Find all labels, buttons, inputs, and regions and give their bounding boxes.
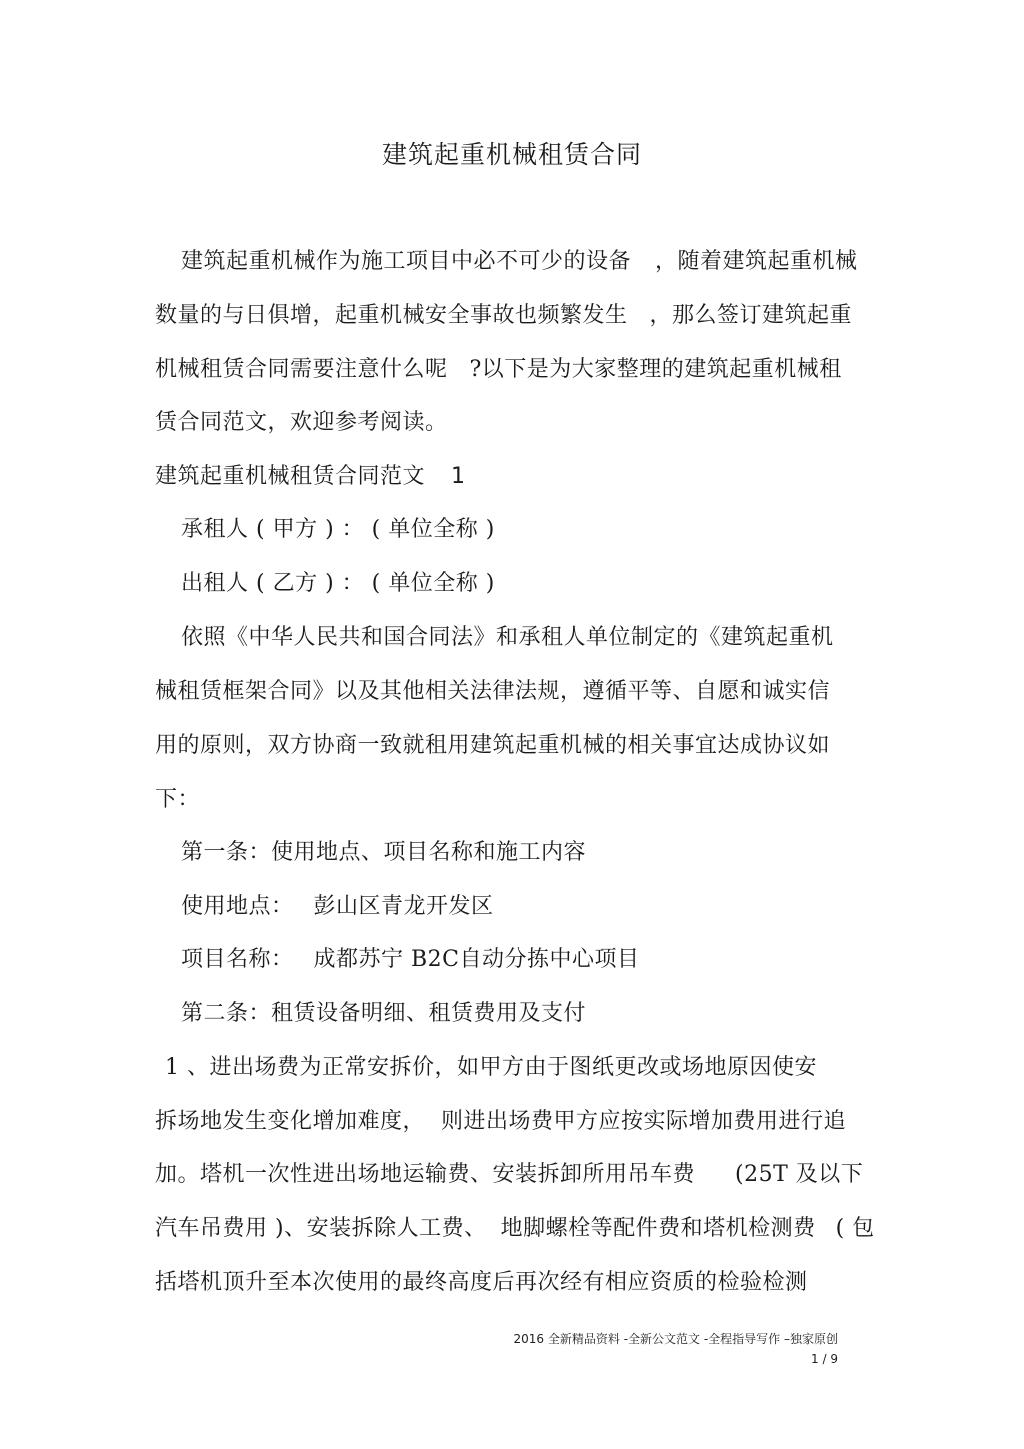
intro-text-1b: ，随着建筑起重机械 xyxy=(655,249,858,274)
basis-line-3: 用的原则，双方协商一致就租用建筑起重机械的相关事宜达成协议如 xyxy=(155,733,831,758)
clause-1-line-2 xyxy=(155,1107,846,1137)
location-line xyxy=(181,892,494,922)
intro-line-1 xyxy=(181,247,858,277)
intro-text-1a: 建筑起重机械作为施工项目中必不可少的设备 xyxy=(181,249,632,274)
intro-text-3a: 机械租赁合同需要注意什么呢 xyxy=(155,357,448,382)
sample-heading xyxy=(155,462,466,492)
clause-1-line-3 xyxy=(155,1160,863,1190)
page-number: 1 / 9 xyxy=(811,1352,838,1366)
clause-1-line-1: 1 、进出场费为正常安拆价，如甲方由于图纸更改或场地原因使安 xyxy=(165,1055,817,1080)
lessor-line: 出租人 ( 乙方 ) ： ( 单位全称 ) xyxy=(181,571,495,596)
project-line xyxy=(181,945,640,975)
intro-line-2 xyxy=(155,301,852,331)
footer-tagline: 2016 全新精品资料 -全新公文范文 -全程指导写作 –独家原创 xyxy=(513,1332,838,1346)
intro-text-2b: ，起重机械安全事故也频繁发生 xyxy=(312,303,628,328)
basis-line-1: 依照《中华人民共和国合同法》和承租人单位制定的《建筑起重机 xyxy=(181,625,834,650)
project-value: 成都苏宁 B2C自动分拣中心项目 xyxy=(313,947,640,972)
clause-1-line-4 xyxy=(155,1214,875,1244)
clause-1-text-3a: 加。塔机一次性进出场地运输费、安装拆卸所用吊车费 xyxy=(155,1162,696,1187)
sample-heading-number: 1 xyxy=(451,464,466,489)
clause-1-line-5: 括塔机顶升至本次使用的最终高度后再次经有相应资质的检验检测 xyxy=(155,1270,808,1295)
intro-text-3b: ?以下是为大家整理的建筑起重机械租 xyxy=(469,357,842,382)
intro-line-3 xyxy=(155,355,842,385)
intro-line-4: 赁合同范文，欢迎参考阅读。 xyxy=(155,410,448,435)
location-value: 彭山区青龙开发区 xyxy=(313,894,494,919)
sample-heading-text: 建筑起重机械租赁合同范文 xyxy=(155,464,426,489)
lessee-line: 承租人 ( 甲方 ) ： ( 单位全称 ) xyxy=(181,517,495,542)
basis-line-4: 下： xyxy=(155,787,201,812)
clause-1-text-4a: 汽车吊费用 )、安装拆除人工费、 xyxy=(155,1216,487,1241)
clause-1-text-2a: 拆场地发生变化增加难度， xyxy=(155,1109,426,1134)
document-title: 建筑起重机械租赁合同 xyxy=(381,140,642,169)
clause-1-text-4b: 地脚螺栓等配件费和塔机检测费 xyxy=(500,1216,816,1241)
basis-line-2: 械租赁框架合同》以及其他相关法律法规，遵循平等、自愿和诚实信 xyxy=(155,679,831,704)
location-label: 使用地点： xyxy=(181,894,294,919)
article-1-title: 第一条：使用地点、项目名称和施工内容 xyxy=(181,840,587,865)
clause-1-text-4c: ( 包 xyxy=(835,1216,875,1241)
article-2-title: 第二条：租赁设备明细、租赁费用及支付 xyxy=(181,1001,587,1026)
clause-1-text-3b: (25T 及以下 xyxy=(735,1162,864,1187)
intro-text-2a: 数量的与日俱增 xyxy=(155,303,313,328)
project-label: 项目名称： xyxy=(181,947,294,972)
clause-1-text-2b: 则进出场费甲方应按实际增加费用进行追 xyxy=(441,1109,847,1134)
intro-text-2c: ，那么签订建筑起重 xyxy=(649,303,853,328)
